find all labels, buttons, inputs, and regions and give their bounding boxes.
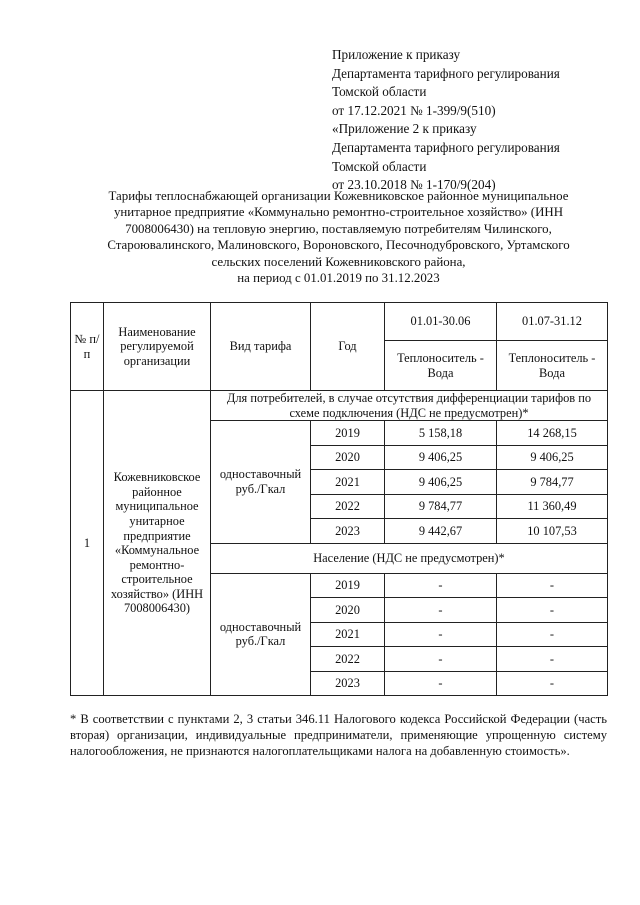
header-num: № п/п xyxy=(71,303,104,391)
year-cell: 2021 xyxy=(311,470,385,495)
row-number: 1 xyxy=(71,391,104,696)
tariff-type: одноставочный руб./Гкал xyxy=(211,573,311,696)
value-first-half: 5 158,18 xyxy=(385,421,497,446)
value-first-half: - xyxy=(385,671,497,696)
annex-line: от 17.12.2021 № 1-399/9(510) xyxy=(332,102,496,118)
section-label xyxy=(211,391,608,421)
order-annex-header xyxy=(332,46,622,195)
value-first-half: 9 406,25 xyxy=(385,470,497,495)
value-second-half: 9 784,77 xyxy=(497,470,608,495)
tariff-type: одноставочный руб./Гкал xyxy=(211,421,311,544)
organization-name: Кожевниковское районное муниципальное унитарное предприятие «Коммунальное ремонтно-строительное хозяйство» (ИНН 7008006430) xyxy=(104,391,211,696)
value-second-half: - xyxy=(497,647,608,672)
annex-line: Департамента тарифного регулирования xyxy=(332,139,560,155)
header-tariff-type: Вид тарифа xyxy=(211,303,311,391)
value-first-half: - xyxy=(385,622,497,647)
header-period-first-half: 01.01-30.06 xyxy=(385,303,497,341)
value-first-half: 9 406,25 xyxy=(385,445,497,470)
title-line: Тарифы теплоснабжающей организации Кожевниковское районное муниципальное xyxy=(108,189,569,203)
year-cell: 2019 xyxy=(311,573,385,598)
header-carrier-second-half: Теплоноситель - Вода xyxy=(497,341,608,391)
value-second-half: - xyxy=(497,598,608,623)
year-cell: 2022 xyxy=(311,494,385,519)
footnote: * В соответствии с пунктами 2, 3 статьи 346.11 Налогового кодекса Российской Федерации (часть вторая) организации, индивидуальные предприниматели, применяющие упрощенную систему налогообложения, не признаются налогоплательщиками налога на добавленную стоимость». xyxy=(70,712,607,758)
annex-line: Департамента тарифного регулирования xyxy=(332,65,560,81)
section-band-row xyxy=(71,391,608,421)
value-first-half: - xyxy=(385,647,497,672)
year-cell: 2023 xyxy=(311,519,385,544)
header-organization: Наименование регулируемой организации xyxy=(104,303,211,391)
value-second-half: 9 406,25 xyxy=(497,445,608,470)
tariff-table xyxy=(70,302,608,696)
title-line: 7008006430) на тепловую энергию, поставляемую потребителям Чилинского, xyxy=(125,221,552,236)
title-line: Староювалинского, Малиновского, Вороновского, Песочнодубровского, Уртамского xyxy=(107,238,570,253)
value-first-half: 9 442,67 xyxy=(385,519,497,544)
year-cell: 2023 xyxy=(311,671,385,696)
value-second-half: - xyxy=(497,622,608,647)
value-second-half: 11 360,49 xyxy=(497,494,608,519)
table-header-row xyxy=(71,303,608,341)
annex-line: «Приложение 2 к приказу xyxy=(332,121,477,137)
year-cell: 2020 xyxy=(311,598,385,623)
annex-line: Томской области xyxy=(332,158,427,174)
value-first-half: - xyxy=(385,598,497,623)
annex-line: Томской области xyxy=(332,84,427,100)
section-label xyxy=(211,543,608,573)
document-title xyxy=(70,188,607,286)
value-second-half: - xyxy=(497,573,608,598)
annex-line: от 23.10.2018 № 1-170/9(204) xyxy=(332,177,496,193)
year-cell: 2022 xyxy=(311,647,385,672)
year-cell: 2021 xyxy=(311,622,385,647)
section-label-text: Население (НДС не предусмотрен)* xyxy=(313,550,505,565)
title-line: на период с 01.01.2019 по 31.12.2023 xyxy=(237,271,440,286)
value-second-half: 14 268,15 xyxy=(497,421,608,446)
section-label-text: Для потребителей, в случае отсутствия дифференциации тарифов по схеме подключения (НДС не предусмотрен)* xyxy=(226,391,592,420)
year-cell: 2019 xyxy=(311,421,385,446)
header-carrier-first-half: Теплоноситель - Вода xyxy=(385,341,497,391)
value-first-half: 9 784,77 xyxy=(385,494,497,519)
value-first-half: - xyxy=(385,573,497,598)
title-line: сельских поселений Кожевниковского района, xyxy=(211,254,466,269)
header-year: Год xyxy=(311,303,385,391)
value-second-half: - xyxy=(497,671,608,696)
header-period-second-half: 01.07-31.12 xyxy=(497,303,608,341)
annex-line: Приложение к приказу xyxy=(332,47,461,62)
year-cell: 2020 xyxy=(311,445,385,470)
title-line: унитарное предприятие «Коммунально ремонтно-строительное хозяйство» (ИНН xyxy=(113,205,564,220)
value-second-half: 10 107,53 xyxy=(497,519,608,544)
